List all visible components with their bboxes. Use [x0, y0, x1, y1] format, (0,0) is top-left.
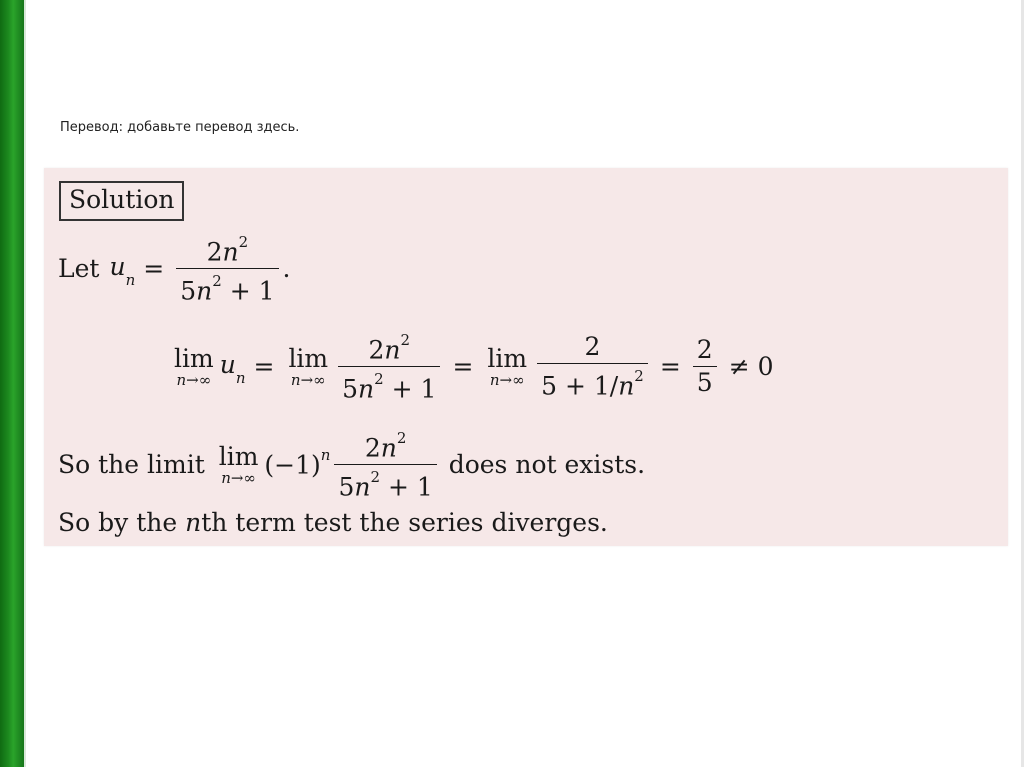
fraction-numerator: 2	[696, 335, 713, 365]
solution-panel	[44, 168, 1008, 546]
den-exp: 2	[212, 272, 222, 291]
den-exp: 2	[370, 468, 381, 487]
limit-operator-2	[288, 343, 329, 389]
den-var: n	[354, 472, 371, 502]
fraction-denominator	[334, 464, 436, 503]
fraction-denominator	[338, 366, 440, 405]
num-exp: 2	[238, 233, 249, 251]
fraction-numerator	[361, 426, 411, 464]
zero-value: 0	[757, 352, 774, 382]
lim-word: lim	[487, 343, 528, 373]
limit-operator-3	[487, 343, 528, 389]
fraction-denominator: 5	[693, 366, 717, 399]
solution-label: Solution	[59, 181, 184, 221]
den-var: n	[358, 374, 375, 404]
fraction-2n2-over-5n2plus1	[338, 328, 440, 406]
equals-sign: =	[143, 254, 165, 284]
statement-suffix: does not exists.	[440, 450, 646, 480]
lim-subscript: n→∞	[489, 370, 525, 389]
lim-subscript: n→∞	[221, 468, 256, 487]
definition-line	[58, 230, 290, 308]
minus-one-power-n	[264, 446, 331, 480]
lim-word: lim	[288, 343, 329, 373]
not-equal-sign: ≠	[728, 352, 750, 382]
den-exp: 2	[634, 367, 644, 386]
conclusion-suffix: th term test the series diverges.	[201, 508, 608, 537]
u-n-term	[109, 252, 136, 290]
u-n-term	[219, 350, 246, 388]
green-side-bar	[0, 0, 24, 767]
lim-word: lim	[218, 441, 259, 471]
limit-operator-1	[174, 343, 214, 389]
fraction-2-over-5	[693, 334, 717, 399]
den-coef: 5	[338, 472, 355, 502]
den-tail: + 1	[383, 374, 437, 404]
fraction-2-over-5plus1overn2	[537, 331, 648, 402]
num-coef: 2	[206, 237, 223, 267]
num-var: n	[222, 237, 239, 267]
equals-sign: =	[253, 352, 275, 382]
fraction-denominator	[176, 268, 278, 307]
translation-caption: Перевод: добавьте перевод здесь.	[60, 120, 300, 135]
equals-sign: =	[659, 352, 681, 382]
fraction-numerator: 2	[584, 332, 601, 362]
num-var: n	[384, 335, 401, 365]
u-subscript: n	[235, 369, 246, 388]
limit-chain-line	[168, 328, 774, 406]
fraction-numerator	[203, 230, 253, 268]
let-word: Let	[58, 254, 100, 284]
equals-sign: =	[452, 352, 474, 382]
fraction-numerator	[365, 328, 415, 366]
num-exp: 2	[396, 429, 407, 447]
limit-operator	[218, 441, 259, 487]
conclusion-prefix: So by the	[58, 508, 186, 537]
minus-one: (−1)	[264, 450, 321, 480]
lim-subscript: n→∞	[176, 370, 212, 389]
u-subscript: n	[125, 271, 136, 290]
statement-prefix: So the limit	[58, 450, 213, 480]
den-var: n	[618, 371, 635, 401]
definition-fraction	[176, 230, 278, 308]
u-symbol: u	[219, 350, 236, 380]
den-tail: + 1	[221, 276, 275, 306]
den-head: 5 + 1/	[541, 371, 619, 401]
lim-word: lim	[174, 343, 214, 373]
fraction-2n2-over-5n2plus1	[334, 426, 436, 504]
den-var: n	[196, 276, 213, 306]
lim-subscript: n→∞	[290, 370, 326, 389]
den-coef: 5	[342, 374, 359, 404]
den-tail: + 1	[380, 472, 433, 502]
limit-statement-line	[58, 426, 645, 504]
period: .	[282, 254, 291, 284]
fraction-denominator	[537, 363, 648, 402]
side-bar-edge	[24, 0, 26, 767]
num-coef: 2	[368, 335, 385, 365]
u-symbol: u	[109, 252, 126, 282]
power-n: n	[320, 446, 331, 465]
den-exp: 2	[374, 370, 384, 389]
num-var: n	[380, 433, 397, 463]
num-exp: 2	[400, 331, 411, 349]
conclusion-var: n	[185, 508, 202, 537]
conclusion-line	[58, 508, 608, 537]
num-coef: 2	[364, 433, 381, 463]
den-coef: 5	[180, 276, 197, 306]
